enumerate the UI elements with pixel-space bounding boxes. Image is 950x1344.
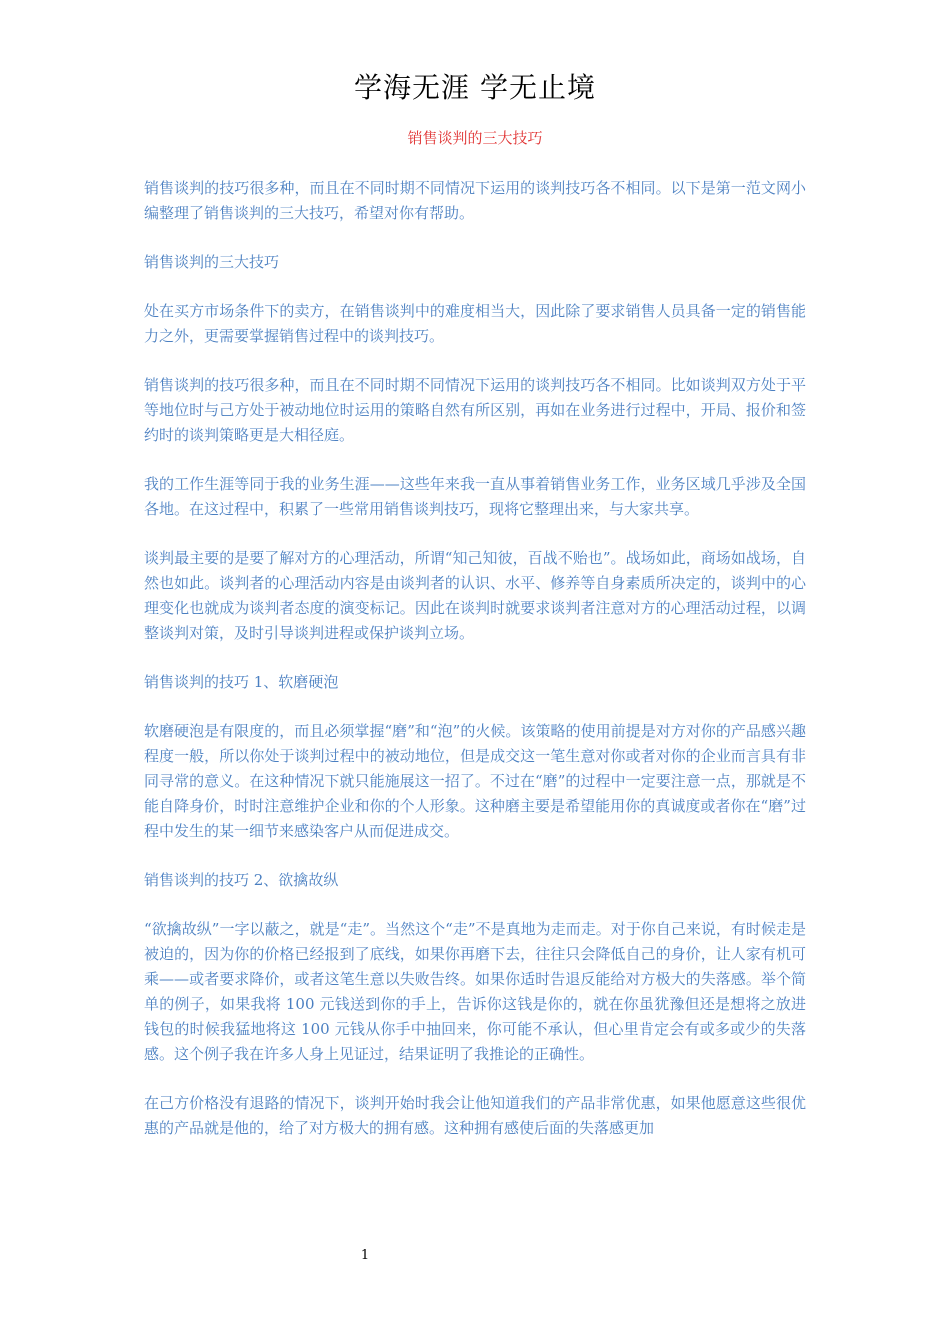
section-heading: 销售谈判的技巧 2、欲擒故纵 <box>144 871 339 889</box>
paragraph: 我的工作生涯等同于我的业务生涯——这些年来我一直从事着销售业务工作，业务区域几乎涉及全国各地。在这过程中，积累了一些常用销售谈判技巧，现将它整理出来，与大家共享。 <box>144 475 806 518</box>
section-heading: 销售谈判的技巧 1、软磨硬泡 <box>144 673 339 691</box>
paragraph: 软磨硬泡是有限度的，而且必须掌握“磨”和“泡”的火候。该策略的使用前提是对方对你的产品感兴趣程度一般，所以你处于谈判过程中的被动地位，但是成交这一笔生意对你或者对你的企业而言具有非同寻常的意义。在这种情况下就只能施展这一招了。不过在“磨”的过程中一定要注意一点，那就是不能自降身价，时时注意维护企业和你的个人形象。这种磨主要是希望能用你的真诚度或者你在“磨”过程中发生的某一细节来感染客户从而促进成交。 <box>144 722 806 840</box>
paragraph: 销售谈判的技巧很多种，而且在不同时期不同情况下运用的谈判技巧各不相同。以下是第一范文网小编整理了销售谈判的三大技巧，希望对你有帮助。 <box>144 179 806 222</box>
section-heading: 销售谈判的三大技巧 <box>144 253 280 271</box>
paragraph: 销售谈判的技巧很多种，而且在不同时期不同情况下运用的谈判技巧各不相同。比如谈判双方处于平等地位时与己方处于被动地位时运用的策略自然有所区别，再如在业务进行过程中，开局、报价和签约时的谈判策略更是大相径庭。 <box>144 376 806 444</box>
header-motto: 学海无涯 学无止境 <box>354 71 596 104</box>
paragraph: 在己方价格没有退路的情况下，谈判开始时我会让他知道我们的产品非常优惠，如果他愿意这些很优惠的产品就是他的，给了对方极大的拥有感。这种拥有感使后面的失落感更加 <box>144 1094 806 1137</box>
document-title: 销售谈判的三大技巧 <box>407 129 543 147</box>
page-number: 1 <box>360 1248 370 1263</box>
paragraph: 谈判最主要的是要了解对方的心理活动，所谓“知己知彼，百战不贻也”。战场如此，商场如战场，自然也如此。谈判者的心理活动内容是由谈判者的认识、水平、修养等自身素质所决定的，谈判中的心理变化也就成为谈判者态度的演变标记。因此在谈判时就要求谈判者注意对方的心理活动过程，以调整谈判对策，及时引导谈判进程或保护谈判立场。 <box>144 549 806 642</box>
document-body <box>144 176 806 1165</box>
paragraph: “欲擒故纵”一字以蔽之，就是“走”。当然这个“走”不是真地为走而走。对于你自己来说，有时候走是被迫的，因为你的价格已经报到了底线，如果你再磨下去，往往只会降低自己的身价，让人家有机可乘——或者要求降价，或者这笔生意以失败告终。如果你适时告退反能给对方极大的失落感。举个简单的例子，如果我将 100 元钱送到你的手上，告诉你这钱是你的，就在你虽犹豫但还是想将之放进钱包的时候我猛地将这 100 元钱从你手中抽回来，你可能不承认，但心里肯定会有或多或少的失落感。这个例子我在许多人身上见证过，结果证明了我推论的正确性。 <box>144 920 806 1063</box>
paragraph: 处在买方市场条件下的卖方，在销售谈判中的难度相当大，因此除了要求销售人员具备一定的销售能力之外，更需要掌握销售过程中的谈判技巧。 <box>144 302 806 345</box>
